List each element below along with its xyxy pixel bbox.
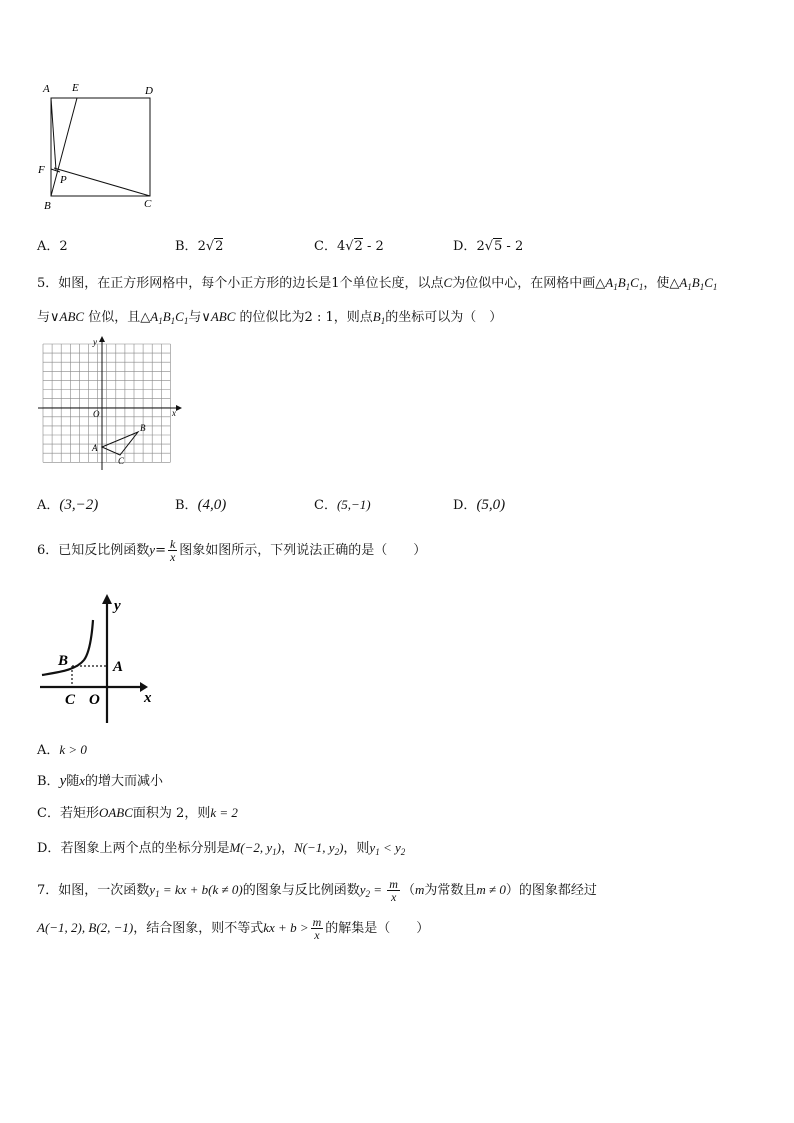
q7-m-cond: m ≠ 0 (476, 882, 506, 897)
q5-grid-figure (36, 336, 182, 472)
q7-den: x (390, 890, 397, 904)
segment-ap (51, 98, 56, 170)
q6-option-d-n-text: N(−1, y (294, 840, 335, 855)
label-C: C (144, 198, 152, 210)
q6-den: x (169, 550, 176, 564)
q6-stem (37, 538, 426, 563)
q7-paren-a: （ (401, 883, 415, 898)
q5-text-2a: 与 (37, 310, 51, 325)
q6-option-c-b: 面积为 2，则 (132, 806, 211, 821)
q6-option-c-letter: C． (37, 806, 60, 821)
q6-label-o: O (89, 692, 100, 708)
q6-option-a-math: k > 0 (59, 742, 87, 757)
label-A: A (43, 83, 50, 95)
q4-option-b-rad: 2 (215, 239, 224, 254)
q7-y2: $y_2$ = (359, 882, 386, 899)
q6-label-a: A (113, 659, 124, 675)
q5-option-b (175, 494, 226, 514)
q5-option-d (453, 494, 505, 514)
q5-triangle-2: $\triangle A_1B_1C_1$ (669, 275, 718, 292)
q6-option-a (37, 739, 87, 758)
q5-option-a (37, 494, 98, 514)
q7-stem-a: 7．如图，一次函数 (37, 883, 150, 898)
q7-line-1 (37, 878, 597, 903)
q5-text-2e: ，则点 (333, 310, 373, 325)
q7-y1: $y_1$ = kx + b(k ≠ 0) (149, 882, 243, 899)
grid-label-o: O (93, 409, 100, 419)
y-axis-arrow-icon (99, 336, 105, 342)
q6-label-b: B (58, 653, 69, 669)
q7-num2: m (312, 915, 322, 929)
triangle-abc (102, 432, 138, 455)
q6-option-d-b: ，则 (343, 841, 370, 856)
q7-eq2: = (370, 882, 386, 897)
q4-option-d-letter: D． (453, 239, 477, 254)
q5-text-2d: 的位似比为 (235, 310, 305, 325)
q5-text-1c: ，使 (643, 276, 670, 291)
grid-label-a: A (92, 443, 98, 453)
q6-option-d-m-text: M(−2, y (229, 840, 273, 855)
q6-figure (36, 590, 166, 726)
label-D: D (145, 85, 153, 97)
q5-triangle-3: $\triangle A_1B_1C_1$ (140, 309, 189, 326)
q6-option-c-a: 若矩形 (59, 806, 99, 821)
q6-option-d-n: N(−1, $y_2$) (294, 840, 344, 857)
grid-label-b: B (140, 423, 146, 433)
q7-line2-b: 的解集是（ ） (325, 921, 430, 936)
q7-line-2 (37, 916, 429, 941)
q5-triangle-3-text: △A (140, 309, 159, 324)
q6-stem-a: 6．已知反比例函数 (37, 543, 150, 558)
q5-triangle-1-text: △A (595, 275, 614, 290)
q6-option-b-letter: B． (37, 774, 60, 789)
label-E: E (72, 82, 79, 94)
q5-center-point: C (443, 275, 453, 290)
q5-text-1a: 5．如图，在正方形网格中，每个小正方形的边长是1个单位长度，以点 (37, 276, 444, 291)
label-F: F (38, 164, 45, 176)
q6-num: k (169, 537, 176, 551)
q4-option-c (314, 235, 384, 254)
q7-y2-text: y (359, 882, 366, 897)
q5-text-2f: 的坐标可以为（ ） (385, 310, 503, 325)
q4-option-b (175, 235, 223, 254)
q6-label-x: x (144, 690, 152, 706)
q6-option-d-math: $y_1 < y_2$ (369, 840, 406, 857)
q6-option-b (37, 770, 163, 790)
q6-option-d-math-text: y (369, 840, 376, 855)
q4-option-a (37, 235, 68, 254)
q6-option-d-letter: D． (37, 841, 61, 856)
q5-b1: $B_1$ (372, 309, 386, 326)
q4-option-c-letter: C． (314, 239, 337, 254)
q4-option-a-letter: A． (37, 239, 60, 254)
sqrt-icon: √ (345, 239, 354, 254)
q5-option-a-letter: A． (37, 498, 60, 513)
q5-triangle-2-text: △A (669, 275, 688, 290)
q4-option-b-coef: 2 (197, 239, 206, 254)
q5-text-1b: 为位似中心，在网格中画 (452, 276, 596, 291)
q6-option-b-x: x (79, 773, 86, 788)
q5-line-2 (37, 306, 502, 326)
q4-option-c-tail: - 2 (362, 239, 384, 254)
q7-m: m (414, 882, 425, 897)
q7-points: A(−1, 2), B(2, −1) (37, 920, 134, 935)
q5-option-c-value: (5,−1) (336, 497, 371, 512)
q5-b1-text: B (372, 309, 381, 324)
grid-label-x: x (172, 408, 176, 418)
q5-text-2c: 与 (188, 310, 202, 325)
q7-paren-c: ）的图象都经过 (505, 883, 597, 898)
q6-y-arrow-icon (102, 594, 112, 604)
q6-option-c (37, 802, 238, 821)
q5-option-a-value: (3,−2) (59, 497, 99, 513)
q4-option-d (453, 235, 523, 254)
q4-option-c-coef: 4 (336, 239, 346, 254)
q6-option-b-y: y (59, 773, 67, 789)
q6-option-b-mid: 随 (66, 774, 80, 789)
q7-fraction-2 (311, 916, 324, 941)
q4-option-d-coef: 2 (476, 239, 485, 254)
q7-den2: x (314, 928, 320, 942)
label-B: B (44, 200, 51, 212)
q6-label-y: y (114, 598, 121, 614)
q5-text-2b: 位似，且 (84, 310, 141, 325)
q5-line-1 (37, 272, 717, 292)
q5-option-c-letter: C． (314, 498, 337, 513)
q6-option-c-math: OABC (98, 805, 133, 820)
q5-option-c (314, 494, 371, 513)
q6-label-c: C (65, 692, 76, 708)
q7-num: m (389, 877, 398, 891)
q7-stem-b: 的图象与反比例函数 (242, 883, 360, 898)
q5-option-b-value: (4,0) (197, 497, 227, 513)
q5-ratio: 2 : 1 (304, 310, 334, 325)
q7-fraction-1 (387, 878, 400, 903)
q7-paren-b: 为常数且 (424, 883, 477, 898)
label-P: P (60, 174, 67, 186)
q7-ineq: kx + b > (263, 920, 309, 935)
q7-eq1: = kx + b(k ≠ 0) (159, 882, 243, 897)
q6-option-d-m: M(−2, $y_1$) (229, 840, 281, 857)
q4-option-c-rad: 2 (354, 239, 363, 254)
q6-option-d-a: 若图象上两个点的坐标分别是 (60, 841, 230, 856)
q5-option-d-letter: D． (453, 498, 477, 513)
q6-y: y (149, 542, 156, 557)
q5-option-d-value: (5,0) (476, 497, 506, 513)
grid-label-c: C (118, 456, 125, 466)
q5-abc-1: ∨ABC (50, 309, 85, 324)
q7-y1-text: y (149, 882, 156, 897)
q6-eq: = (155, 543, 166, 558)
sqrt-icon: √ (484, 239, 494, 254)
q4-option-d-rad: 5 (494, 239, 503, 254)
x-axis-arrow-icon (176, 405, 182, 411)
q5-triangle-1: $\triangle A_1B_1C_1$ (595, 275, 644, 292)
sqrt-icon: √ (205, 239, 215, 254)
q6-option-c-math2: k = 2 (210, 805, 238, 820)
q6-fraction (168, 538, 177, 563)
q5-abc-2: ∨ABC (201, 309, 236, 324)
q4-option-a-value: 2 (59, 239, 68, 254)
q7-line2-a: ，结合图象，则不等式 (133, 921, 264, 936)
q4-option-b-letter: B． (175, 239, 198, 254)
grid-label-y: y (93, 337, 97, 347)
q6-option-b-tail: 的增大而减小 (85, 774, 164, 789)
segment-pc (54, 168, 150, 196)
q4-option-d-tail: - 2 (502, 239, 524, 254)
q6-option-d: D．若图象上两个点的坐标分别是M(−2, $y_1$)，N(−1, $y_2$)，则$y_1 < y_2$ (37, 840, 406, 857)
square-figure (34, 78, 164, 218)
q6-stem-b: 图象如图所示，下列说法正确的是（ ） (179, 543, 427, 558)
q5-option-b-letter: B． (175, 498, 198, 513)
q6-option-a-letter: A． (37, 743, 60, 758)
